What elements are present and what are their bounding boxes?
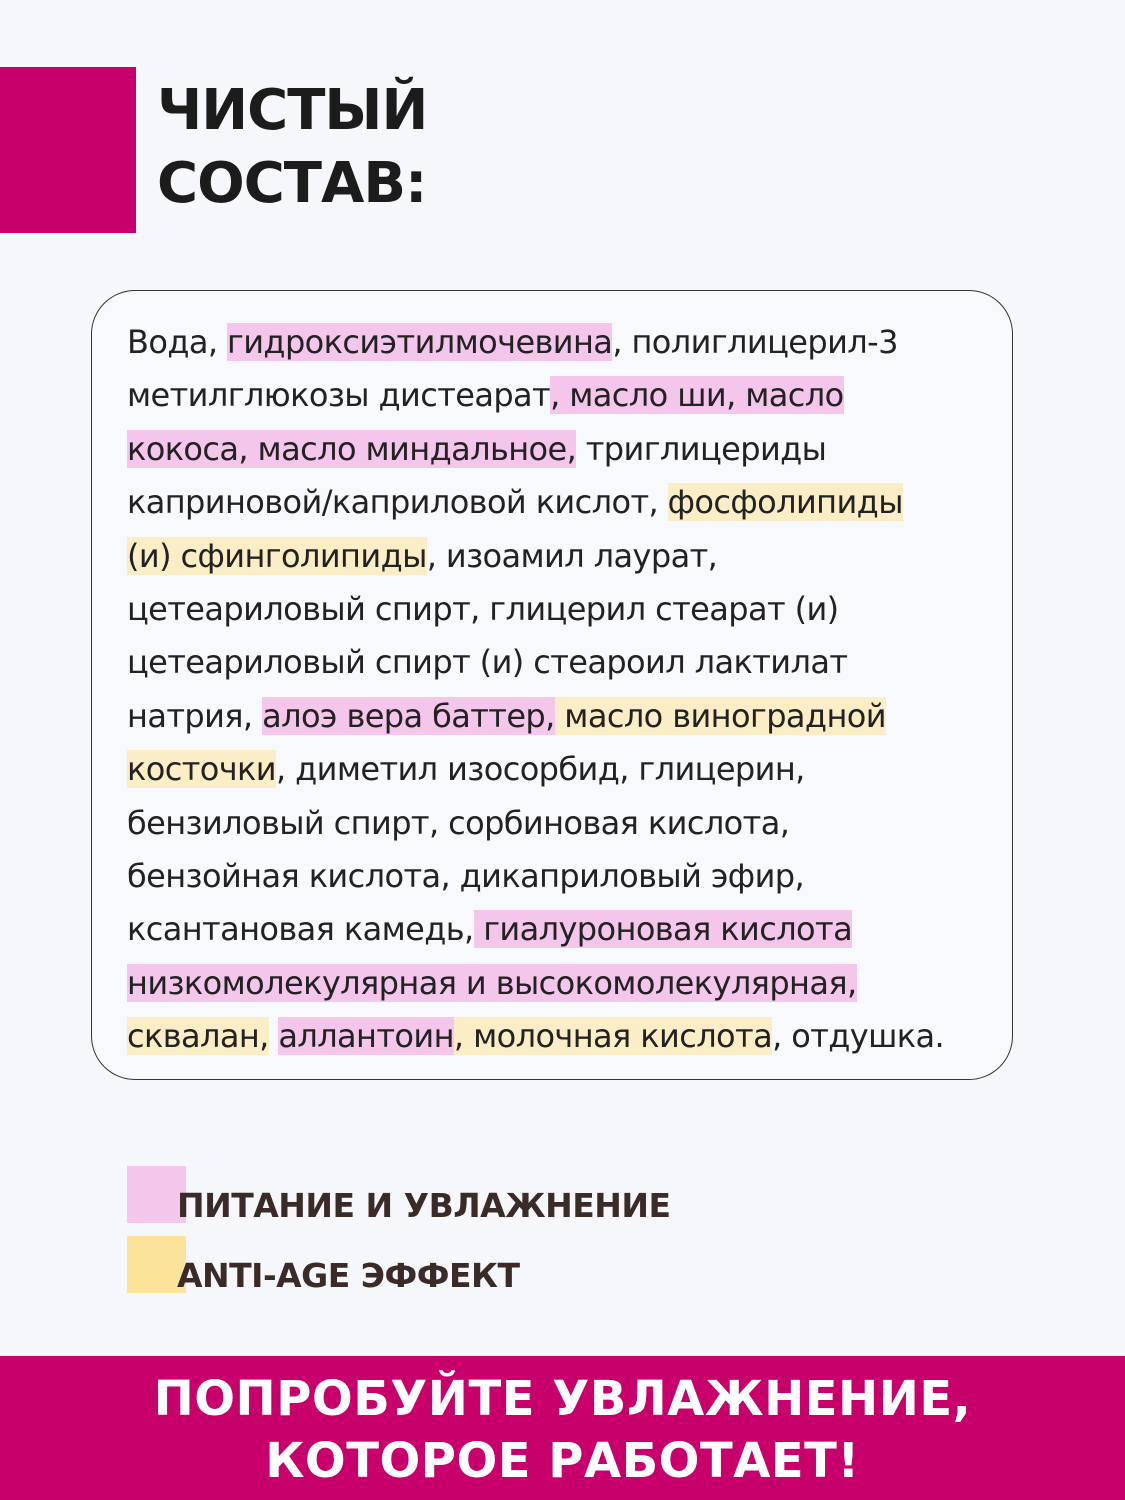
title-line-1: ЧИСТЫЙ: [157, 78, 428, 143]
ingredients-line: [127, 316, 997, 369]
ingredient-text: бензойная кислота, дикаприловый эфир,: [127, 857, 805, 896]
highlight-nutrition: аллантоин: [278, 1017, 454, 1056]
highlight-anti-age: косточки: [127, 750, 276, 789]
ingredient-text: метилглюкозы дистеарат: [127, 376, 551, 415]
footer-line-1: ПОПРОБУЙТЕ УВЛАЖНЕНИЕ,: [153, 1371, 972, 1427]
highlight-nutrition: низкомолекулярная и высокомолекулярная,: [127, 963, 857, 1002]
footer-banner: [0, 1356, 1125, 1500]
ingredient-text: , изоамил лаурат,: [426, 536, 718, 575]
ingredient-text: , полиглицерил-3: [612, 323, 898, 361]
ingredient-text: , диметил изосорбид, глицерин,: [275, 750, 805, 789]
highlight-nutrition: алоэ вера баттер,: [262, 696, 555, 735]
ingredient-text: натрия,: [127, 696, 263, 735]
highlight-anti-age: , молочная кислота: [453, 1017, 773, 1056]
highlight-nutrition: кокоса, масло миндальное,: [127, 429, 577, 468]
ingredients-text: [127, 316, 997, 1064]
footer-line-2: КОТОРОЕ РАБОТАЕТ!: [265, 1433, 860, 1489]
ingredient-text: цетеариловый спирт (и) стеароил лактилат: [127, 643, 848, 682]
accent-block: [0, 67, 136, 233]
ingredients-line: [127, 583, 997, 636]
highlight-anti-age: фосфолипиды: [667, 483, 903, 522]
ingredients-line: [127, 743, 997, 796]
ingredient-text: [269, 1017, 279, 1055]
ingredients-line: [127, 636, 997, 689]
ingredient-text: Вода,: [127, 323, 228, 361]
ingredients-line: [127, 903, 997, 956]
ingredients-line: [127, 957, 997, 1010]
highlight-nutrition: гидроксиэтилмочевина: [227, 323, 613, 361]
ingredients-line: [127, 850, 997, 903]
ingredient-text: бензиловый спирт, сорбиновая кислота,: [127, 803, 790, 842]
highlight-anti-age: сквалан,: [127, 1017, 269, 1056]
ingredients-line: [127, 530, 997, 583]
ingredients-line: [127, 690, 997, 743]
highlight-anti-age: (и) сфинголипиды: [127, 536, 427, 575]
ingredient-text: триглицериды: [576, 429, 827, 468]
legend-label: ANTI-AGE ЭФФЕКТ: [177, 1256, 520, 1295]
ingredient-text: , отдушка.: [772, 1017, 945, 1056]
ingredients-line: [127, 369, 997, 422]
ingredient-text: ксантановая камедь,: [127, 910, 474, 949]
ingredients-line: [127, 423, 997, 476]
ingredients-line: [127, 797, 997, 850]
page-title: [157, 74, 427, 220]
ingredients-line: [127, 476, 997, 529]
legend-label: ПИТАНИЕ И УВЛАЖНЕНИЕ: [177, 1186, 671, 1225]
title-line-2: СОСТАВ:: [157, 151, 427, 216]
highlight-nutrition: гиалуроновая кислота: [473, 910, 853, 949]
ingredient-text: цетеариловый спирт, глицерил стеарат (и): [127, 590, 839, 629]
highlight-anti-age: масло виноградной: [554, 696, 886, 735]
ingredient-text: каприновой/каприловой кислот,: [127, 483, 668, 522]
highlight-nutrition: , масло ши, масло: [550, 376, 844, 415]
ingredients-line: [127, 1010, 997, 1063]
